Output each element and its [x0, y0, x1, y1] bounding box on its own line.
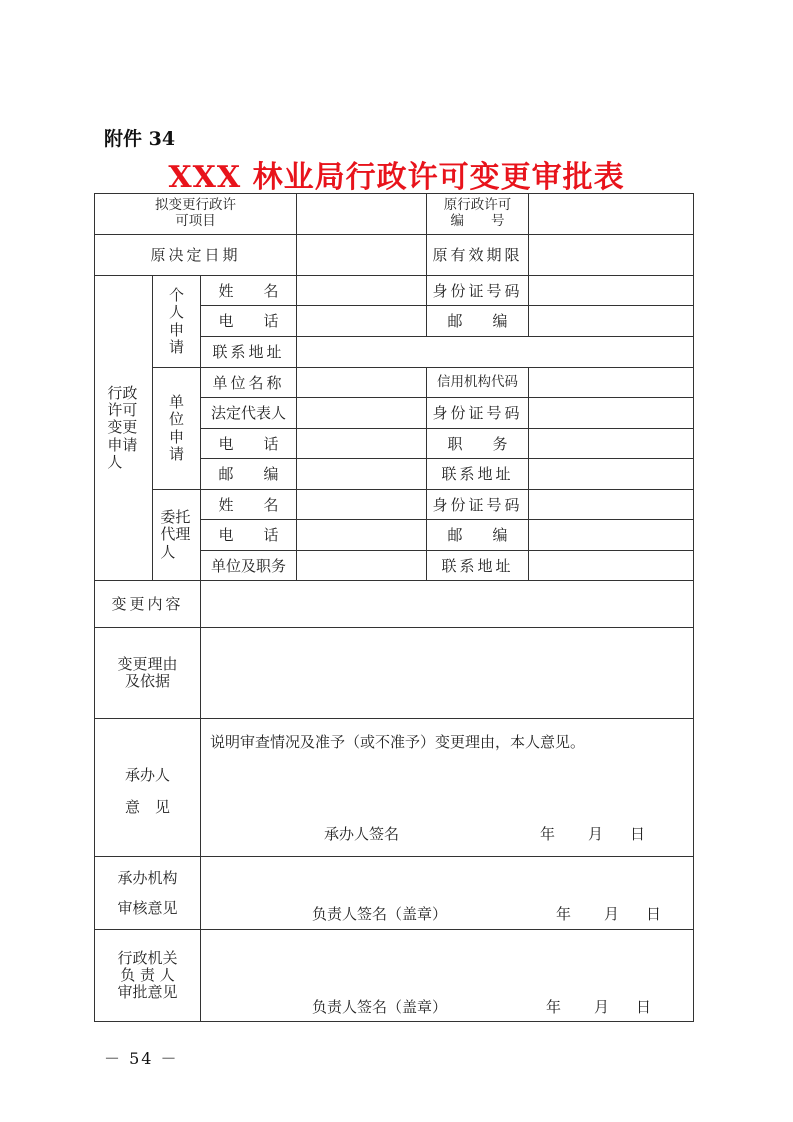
orig-decision-date-field[interactable] — [297, 235, 427, 276]
individual-label-cell — [153, 276, 201, 368]
agent-address-field[interactable] — [529, 551, 694, 581]
agent-unit-position-label: 单位及职务 — [201, 551, 297, 581]
agent-postcode-field[interactable] — [529, 520, 694, 551]
unit-name-field[interactable] — [297, 368, 427, 398]
individual-name-label: 姓 名 — [201, 276, 297, 306]
agent-name-label: 姓 名 — [201, 490, 297, 520]
change-content-label: 变更内容 — [95, 581, 201, 628]
applicant-group-label-cell — [95, 276, 153, 581]
individual-phone-label: 电 话 — [201, 306, 297, 337]
individual-address-field[interactable] — [297, 337, 694, 368]
individual-address-label: 联系地址 — [201, 337, 297, 368]
agency-opinion-label-2: 审核意见 — [117, 899, 178, 917]
admin-opinion-label-cell — [95, 930, 201, 1022]
legal-rep-field[interactable] — [297, 398, 427, 429]
agent-unit-position-field[interactable] — [297, 551, 427, 581]
handler-year-label: 年 — [540, 825, 556, 843]
handler-month-label: 月 — [588, 825, 604, 843]
change-reason-label-cell — [95, 628, 201, 719]
agency-opinion-field[interactable] — [201, 857, 694, 930]
handler-day-label: 日 — [630, 825, 646, 843]
orig-permit-no-field[interactable] — [529, 194, 694, 235]
agency-sign-label: 负责人签名（盖章） — [312, 905, 448, 923]
agency-opinion-label: 承办机构 — [117, 869, 178, 887]
form-title: XXX 林业局行政许可变更审批表 — [168, 160, 625, 195]
admin-opinion-label: 行政机关负 责 人审批意见 — [117, 948, 178, 1002]
agency-opinion-label-cell — [95, 857, 201, 930]
credit-code-field[interactable] — [529, 368, 694, 398]
admin-opinion-field[interactable] — [201, 930, 694, 1022]
individual-postcode-field[interactable] — [529, 306, 694, 337]
individual-id-field[interactable] — [529, 276, 694, 306]
admin-sign-label: 负责人签名（盖章） — [312, 998, 448, 1016]
agent-postcode-label: 邮 编 — [427, 520, 529, 551]
change-reason-label: 变更理由及依据 — [117, 654, 178, 690]
annex-label: 附件 34 — [104, 128, 176, 150]
agent-label-cell — [153, 490, 201, 581]
handler-opinion-field[interactable] — [201, 719, 694, 857]
orig-validity-label: 原有效期限 — [427, 235, 529, 276]
agency-month-label: 月 — [604, 905, 620, 923]
page-number: － 54 － — [104, 1049, 179, 1068]
admin-year-label: 年 — [546, 998, 562, 1016]
agency-year-label: 年 — [556, 905, 572, 923]
unit-postcode-label: 邮 编 — [201, 459, 297, 490]
agent-phone-label: 电 话 — [201, 520, 297, 551]
individual-id-label: 身份证号码 — [427, 276, 529, 306]
orig-permit-no-label-cell — [427, 194, 529, 235]
unit-label-cell — [153, 368, 201, 490]
orig-decision-date-label: 原决定日期 — [95, 235, 297, 276]
unit-postcode-field[interactable] — [297, 459, 427, 490]
agent-id-label: 身份证号码 — [427, 490, 529, 520]
project-value-field[interactable] — [297, 194, 427, 235]
handler-opinion-label: 承办人 — [124, 765, 170, 784]
agent-label: 委托代理人 — [160, 508, 191, 561]
individual-label: 个人申请 — [168, 286, 184, 356]
individual-postcode-label: 邮 编 — [427, 306, 529, 337]
unit-phone-label: 电 话 — [201, 429, 297, 459]
handler-opinion-label-2: 意 见 — [124, 797, 170, 816]
unit-address-label: 联系地址 — [427, 459, 529, 490]
unit-position-label: 职 务 — [427, 429, 529, 459]
project-label-cell — [95, 194, 297, 235]
orig-permit-no-label: 原行政许可编 号 — [443, 197, 512, 229]
credit-code-label: 信用机构代码 — [427, 368, 529, 398]
handler-sign-label: 承办人签名 — [324, 825, 400, 843]
legal-rep-id-label: 身份证号码 — [427, 398, 529, 429]
applicant-group-label: 行政许可变更申请人 — [107, 383, 138, 471]
handler-opinion-label-cell — [95, 719, 201, 857]
agent-name-field[interactable] — [297, 490, 427, 520]
agent-phone-field[interactable] — [297, 520, 427, 551]
handler-notice: 说明审查情况及准予（或不准予）变更理由，本人意见。 — [210, 733, 586, 751]
unit-address-field[interactable] — [529, 459, 694, 490]
admin-month-label: 月 — [594, 998, 610, 1016]
admin-day-label: 日 — [636, 998, 652, 1016]
unit-label: 单位申请 — [168, 393, 184, 463]
unit-name-label: 单位名称 — [201, 368, 297, 398]
legal-rep-id-field[interactable] — [529, 398, 694, 429]
agent-address-label: 联系地址 — [427, 551, 529, 581]
agency-day-label: 日 — [646, 905, 662, 923]
agent-id-field[interactable] — [529, 490, 694, 520]
approval-form-table — [94, 193, 694, 1022]
change-reason-field[interactable] — [201, 628, 694, 719]
individual-phone-field[interactable] — [297, 306, 427, 337]
unit-position-field[interactable] — [529, 429, 694, 459]
project-label: 拟变更行政许可项目 — [155, 197, 236, 229]
individual-name-field[interactable] — [297, 276, 427, 306]
change-content-field[interactable] — [201, 581, 694, 628]
orig-validity-field[interactable] — [529, 235, 694, 276]
unit-phone-field[interactable] — [297, 429, 427, 459]
legal-rep-label: 法定代表人 — [201, 398, 297, 429]
